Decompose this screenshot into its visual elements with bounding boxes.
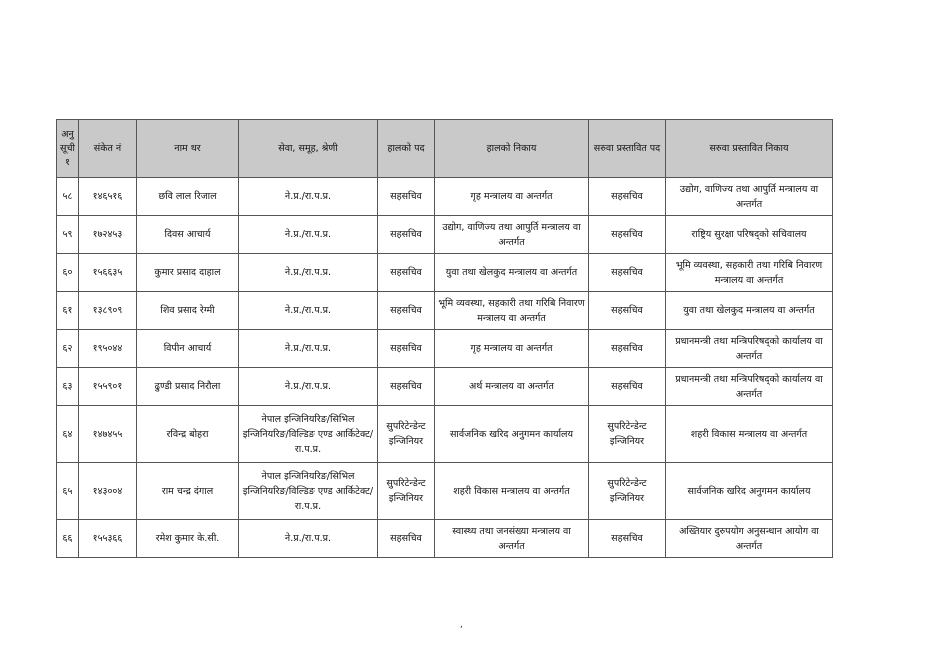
cell-proposed-office: उद्योग, वाणिज्य तथा आपुर्ति मन्त्रालय वा अन्तर्गत (666, 178, 833, 216)
cell-current-office: अर्थ मन्त्रालय वा अन्तर्गत (435, 368, 589, 406)
table-row (57, 254, 833, 292)
cell-proposed-office: प्रधानमन्त्री तथा मन्त्रिपरिषद्को कार्यालय वा अन्तर्गत (666, 330, 833, 368)
header-proposed-post: सरुवा प्रस्तावित पद (589, 120, 666, 178)
cell-serial: ६६ (57, 520, 79, 558)
cell-proposed-post: सहसचिव (589, 520, 666, 558)
cell-current-office: सार्वजनिक खरिद अनुगमन कार्यालय (435, 406, 589, 463)
cell-code: १४७४५५ (79, 406, 137, 463)
cell-current-post: सहसचिव (378, 292, 435, 330)
cell-current-post: सहसचिव (378, 368, 435, 406)
cell-current-post: सुपरिटेन्डेन्ट इन्जिनियर (378, 463, 435, 520)
cell-proposed-post: सहसचिव (589, 292, 666, 330)
cell-current-office: गृह मन्त्रालय वा अन्तर्गत (435, 178, 589, 216)
cell-proposed-office: भूमि व्यवस्था, सहकारी तथा गरिबि निवारण मन्त्रालय वा अन्तर्गत (666, 254, 833, 292)
cell-proposed-office: अख्तियार दुरुपयोग अनुसन्धान आयोग वा अन्तर्गत (666, 520, 833, 558)
cell-proposed-post: सहसचिव (589, 216, 666, 254)
cell-current-office: भूमि व्यवस्था, सहकारी तथा गरिबि निवारण मन्त्रालय वा अन्तर्गत (435, 292, 589, 330)
cell-service: नेपाल इन्जिनियरिङ/सिभिल इन्जिनियरिङ/विल्डिङ एण्ड आर्किटेक्ट/रा.प.प्र. (239, 463, 378, 520)
cell-service: ने.प्र./रा.प.प्र. (239, 292, 378, 330)
footer-mark: , (460, 620, 463, 630)
cell-service: ने.प्र./रा.प.प्र. (239, 520, 378, 558)
cell-service: नेपाल इन्जिनियरिङ/सिभिल इन्जिनियरिङ/विल्डिङ एण्ड आर्किटेक्ट/रा.प.प्र. (239, 406, 378, 463)
cell-name: रविन्द्र बोहरा (137, 406, 239, 463)
cell-name: शिव प्रसाद रेग्मी (137, 292, 239, 330)
cell-current-post: सहसचिव (378, 178, 435, 216)
header-name: नाम थर (137, 120, 239, 178)
cell-proposed-post: सहसचिव (589, 368, 666, 406)
cell-code: १३८९०९ (79, 292, 137, 330)
header-proposed-office: सरुवा प्रस्तावित निकाय (666, 120, 833, 178)
cell-name: दिवस आचार्य (137, 216, 239, 254)
table-row (57, 178, 833, 216)
cell-current-office: युवा तथा खेलकुद मन्त्रालय वा अन्तर्गत (435, 254, 589, 292)
table-row (57, 292, 833, 330)
cell-serial: ६१ (57, 292, 79, 330)
table-row (57, 368, 833, 406)
cell-current-office: स्वास्थ्य तथा जनसंख्या मन्त्रालय वा अन्तर्गत (435, 520, 589, 558)
cell-current-post: सहसचिव (378, 330, 435, 368)
cell-serial: ६५ (57, 463, 79, 520)
cell-service: ने.प्र./रा.प.प्र. (239, 216, 378, 254)
table-row (57, 330, 833, 368)
cell-name: कुमार प्रसाद दाहाल (137, 254, 239, 292)
cell-code: १९५०४४ (79, 330, 137, 368)
cell-proposed-office: प्रधानमन्त्री तथा मन्त्रिपरिषद्को कार्यालय वा अन्तर्गत (666, 368, 833, 406)
cell-serial: ६२ (57, 330, 79, 368)
header-code: संकेत नं (79, 120, 137, 178)
cell-current-post: सहसचिव (378, 254, 435, 292)
cell-proposed-office: युवा तथा खेलकुद मन्त्रालय वा अन्तर्गत (666, 292, 833, 330)
cell-serial: ६३ (57, 368, 79, 406)
cell-service: ने.प्र./रा.प.प्र. (239, 368, 378, 406)
cell-name: रमेश कुमार के.सी. (137, 520, 239, 558)
table-row (57, 520, 833, 558)
cell-code: १४६५१६ (79, 178, 137, 216)
cell-proposed-office: शहरी विकास मन्त्रालय वा अन्तर्गत (666, 406, 833, 463)
cell-service: ने.प्र./रा.प.प्र. (239, 254, 378, 292)
cell-name: ढुण्डी प्रसाद निरौला (137, 368, 239, 406)
cell-serial: ६० (57, 254, 79, 292)
cell-current-post: सुपरिटेन्डेन्ट इन्जिनियर (378, 406, 435, 463)
table-row (57, 406, 833, 463)
cell-current-office: गृह मन्त्रालय वा अन्तर्गत (435, 330, 589, 368)
cell-proposed-office: राष्ट्रिय सुरक्षा परिषद्को सचिवालय (666, 216, 833, 254)
cell-serial: ६४ (57, 406, 79, 463)
table-row (57, 216, 833, 254)
cell-name: छवि लाल रिजाल (137, 178, 239, 216)
header-service: सेवा, समूह, श्रेणी (239, 120, 378, 178)
cell-name: राम चन्द्र दंगाल (137, 463, 239, 520)
table-body (57, 178, 833, 558)
table-header-row (57, 120, 833, 178)
cell-current-post: सहसचिव (378, 520, 435, 558)
cell-code: १५६६३५ (79, 254, 137, 292)
cell-proposed-post: सहसचिव (589, 178, 666, 216)
header-current-office: हालको निकाय (435, 120, 589, 178)
header-current-post: हालको पद (378, 120, 435, 178)
cell-current-office: उद्योग, वाणिज्य तथा आपुर्ति मन्त्रालय वा अन्तर्गत (435, 216, 589, 254)
cell-name: विपीन आचार्य (137, 330, 239, 368)
cell-code: १४३००४ (79, 463, 137, 520)
cell-proposed-post: सहसचिव (589, 330, 666, 368)
header-serial: अनु सूची १ (57, 120, 79, 178)
cell-serial: ५८ (57, 178, 79, 216)
cell-proposed-post: सहसचिव (589, 254, 666, 292)
cell-serial: ५९ (57, 216, 79, 254)
cell-proposed-post: सुपरिटेन्डेन्ट इन्जिनियर (589, 463, 666, 520)
cell-proposed-office: सार्वजनिक खरिद अनुगमन कार्यालय (666, 463, 833, 520)
cell-code: १७२४५३ (79, 216, 137, 254)
cell-current-post: सहसचिव (378, 216, 435, 254)
cell-service: ने.प्र./रा.प.प्र. (239, 330, 378, 368)
cell-proposed-post: सुपरिटेन्डेन्ट इन्जिनियर (589, 406, 666, 463)
cell-service: ने.प्र./रा.प.प्र. (239, 178, 378, 216)
transfer-table (56, 119, 833, 558)
table-row (57, 463, 833, 520)
cell-current-office: शहरी विकास मन्त्रालय वा अन्तर्गत (435, 463, 589, 520)
cell-code: १५५३६६ (79, 520, 137, 558)
cell-code: १५५९०१ (79, 368, 137, 406)
